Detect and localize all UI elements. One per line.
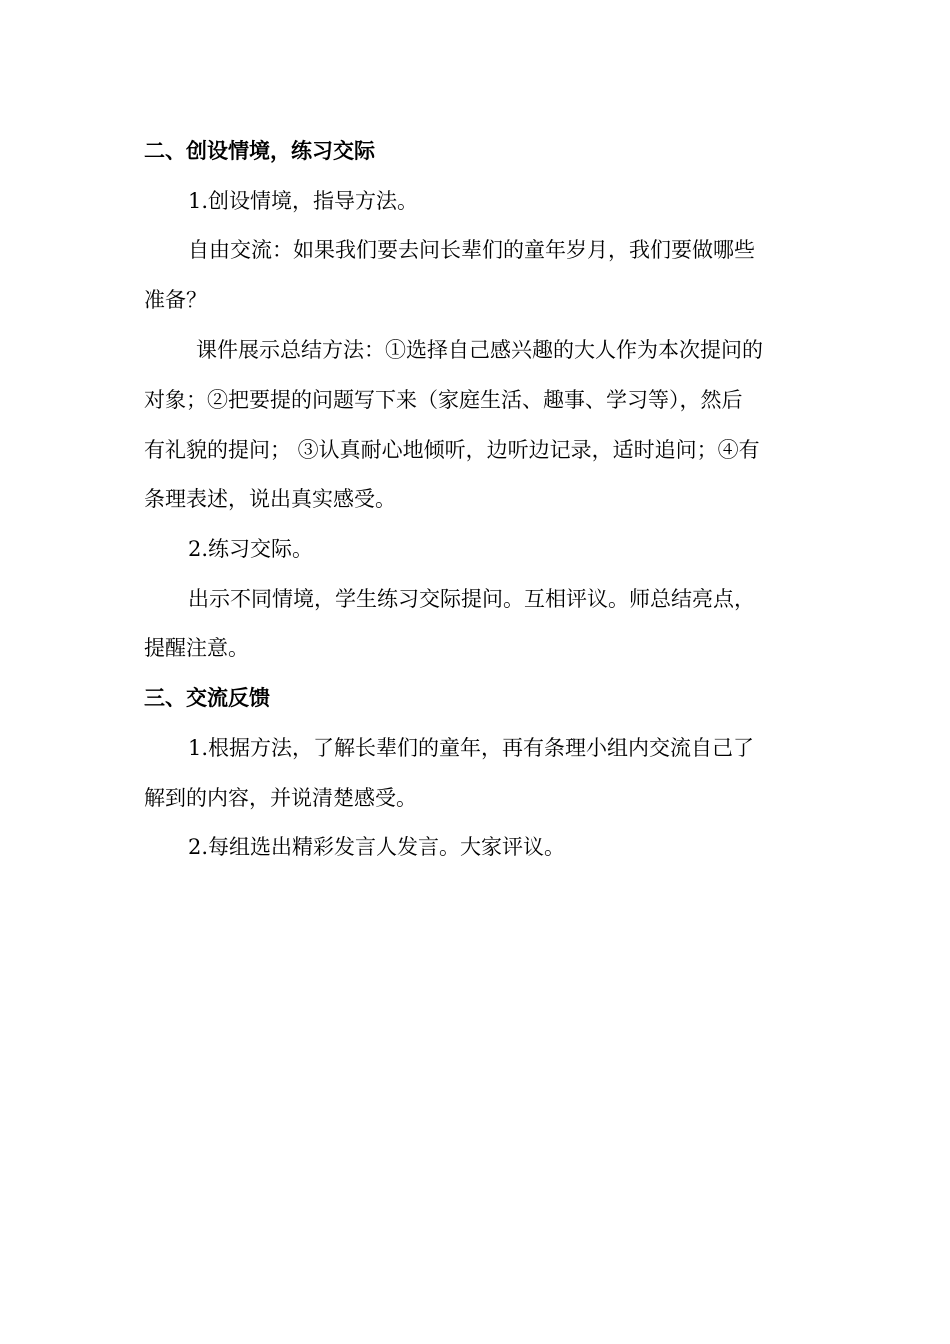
method-line-1: 课件展示总结方法：①选择自己感兴趣的大人作为本次提问的 [196,338,763,362]
free-talk-line-1: 自由交流：如果我们要去问长辈们的童年岁月，我们要做哪些 [188,238,755,262]
section-3-item-1-line-2: 解到的内容，并说清楚感受。 [144,786,417,810]
section-2-item-2-title: 2.练习交际。 [188,537,314,561]
method-line-4: 条理表述，说出真实感受。 [144,487,396,511]
section-3-item-2: 2.每组选出精彩发言人发言。大家评议。 [188,835,566,859]
free-talk-line-2: 准备？ [144,288,207,312]
method-line-2: 对象；②把要提的问题写下来（家庭生活、趣事、学习等），然后 [144,388,743,412]
practice-line-2: 提醒注意。 [144,636,249,660]
section-2-heading: 二、创设情境，练习交际 [144,139,375,163]
method-line-3: 有礼貌的提问； ③认真耐心地倾听，边听边记录，适时追问；④有 [144,438,760,462]
section-3-heading: 三、交流反馈 [144,686,270,710]
section-2-item-1-title: 1.创设情境，指导方法。 [188,189,419,213]
practice-line-1: 出示不同情境，学生练习交际提问。互相评议。师总结亮点， [188,587,755,611]
section-3-item-1-line-1: 1.根据方法，了解长辈们的童年，再有条理小组内交流自己了 [188,736,755,760]
